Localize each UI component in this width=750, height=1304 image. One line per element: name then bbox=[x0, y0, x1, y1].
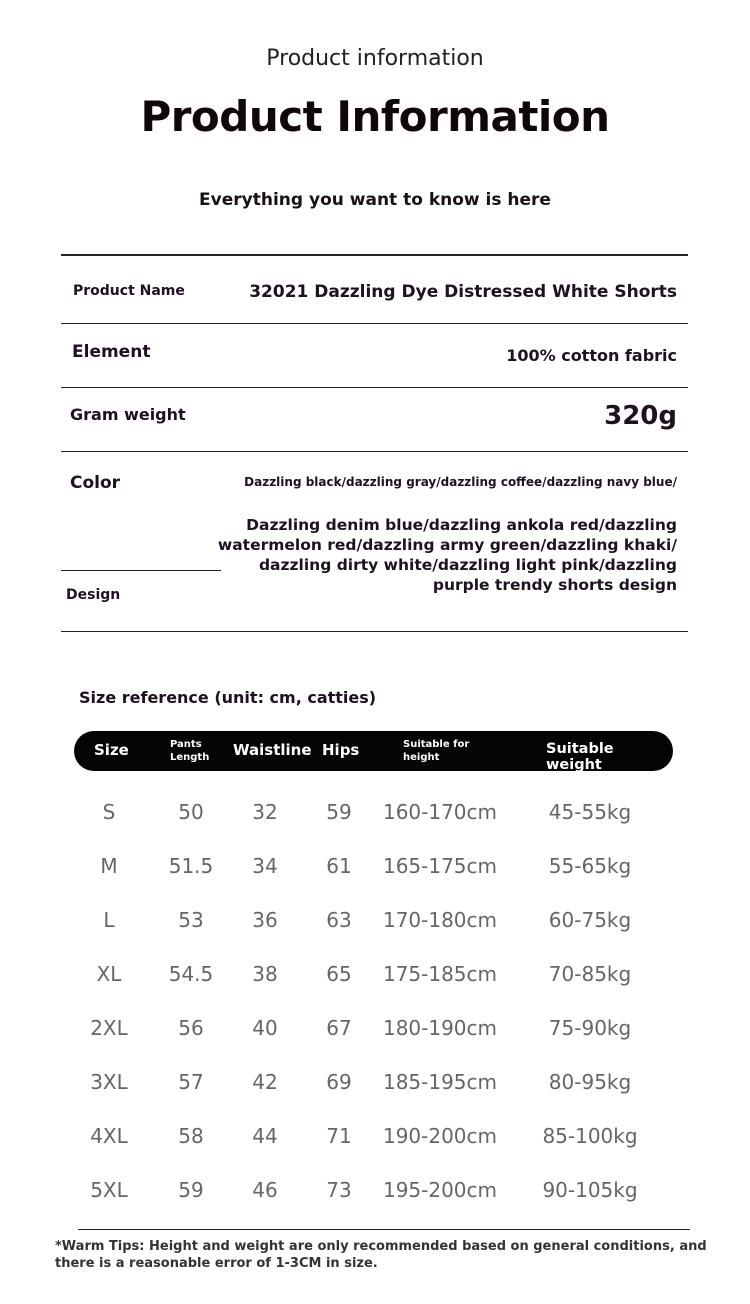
cell-size: XL bbox=[96, 962, 122, 986]
design-line: Dazzling denim blue/dazzling ankola red/dazzling bbox=[246, 516, 677, 534]
cell-pants-length: 51.5 bbox=[168, 854, 214, 878]
size-table-bottom-rule bbox=[78, 1229, 690, 1230]
design-line: dazzling dirty white/dazzling light pink/dazzling bbox=[258, 556, 677, 574]
row-divider bbox=[61, 323, 688, 324]
size-table-header bbox=[74, 731, 673, 771]
design-line: watermelon red/dazzling army green/dazzling khaki/ bbox=[217, 536, 677, 554]
cell-waistline: 32 bbox=[252, 800, 278, 824]
header-size: Size bbox=[94, 741, 129, 759]
product-name-label: Product Name bbox=[73, 283, 185, 299]
gram-weight-value: 320g bbox=[604, 401, 677, 431]
cell-hips: 69 bbox=[326, 1070, 352, 1094]
cell-hips: 67 bbox=[326, 1016, 352, 1040]
tagline: Everything you want to know is here bbox=[199, 190, 551, 210]
design-value bbox=[207, 515, 677, 595]
cell-suitable-weight: 75-90kg bbox=[548, 1016, 632, 1040]
cell-suitable-height: 175-185cm bbox=[382, 962, 498, 986]
page-title: Product Information bbox=[140, 92, 610, 141]
design-line: purple trendy shorts design bbox=[432, 576, 677, 594]
cell-suitable-height: 160-170cm bbox=[382, 800, 498, 824]
row-divider bbox=[61, 387, 688, 388]
product-name-value: 32021 Dazzling Dye Distressed White Shorts bbox=[249, 282, 677, 302]
cell-suitable-height: 190-200cm bbox=[382, 1124, 498, 1148]
size-reference-title: Size reference (unit: cm, catties) bbox=[79, 688, 377, 707]
design-label: Design bbox=[66, 587, 121, 603]
cell-suitable-height: 165-175cm bbox=[382, 854, 498, 878]
cell-waistline: 44 bbox=[252, 1124, 278, 1148]
cell-pants-length: 59 bbox=[178, 1178, 204, 1202]
cell-waistline: 40 bbox=[252, 1016, 278, 1040]
header-pants-length bbox=[170, 738, 209, 764]
header-pants-line: Length bbox=[170, 752, 210, 763]
cell-size: M bbox=[100, 854, 118, 878]
cell-pants-length: 50 bbox=[178, 800, 204, 824]
cell-waistline: 38 bbox=[252, 962, 278, 986]
color-value: Dazzling black/dazzling gray/dazzling coffee/dazzling navy blue/ bbox=[244, 475, 677, 489]
cell-suitable-weight: 80-95kg bbox=[548, 1070, 632, 1094]
cell-hips: 63 bbox=[326, 908, 352, 932]
table-top-rule bbox=[61, 254, 688, 256]
cell-suitable-weight: 45-55kg bbox=[548, 800, 632, 824]
page-subtitle: Product information bbox=[266, 46, 484, 71]
row-divider bbox=[61, 570, 221, 571]
cell-waistline: 42 bbox=[252, 1070, 278, 1094]
gram-weight-label: Gram weight bbox=[70, 405, 186, 424]
element-value: 100% cotton fabric bbox=[506, 346, 677, 365]
cell-size: 5XL bbox=[90, 1178, 128, 1202]
table-bottom-rule bbox=[61, 631, 688, 632]
cell-suitable-weight: 55-65kg bbox=[548, 854, 632, 878]
cell-hips: 61 bbox=[326, 854, 352, 878]
cell-suitable-height: 180-190cm bbox=[382, 1016, 498, 1040]
header-waistline: Waistline bbox=[233, 741, 312, 759]
row-divider bbox=[61, 451, 688, 452]
cell-hips: 59 bbox=[326, 800, 352, 824]
header-height-line: Suitable for bbox=[403, 739, 470, 750]
cell-size: 4XL bbox=[90, 1124, 128, 1148]
header-suitable-height bbox=[403, 738, 469, 764]
cell-suitable-weight: 70-85kg bbox=[548, 962, 632, 986]
cell-waistline: 46 bbox=[252, 1178, 278, 1202]
cell-suitable-height: 185-195cm bbox=[382, 1070, 498, 1094]
cell-pants-length: 58 bbox=[178, 1124, 204, 1148]
cell-pants-length: 57 bbox=[178, 1070, 204, 1094]
cell-suitable-weight: 85-100kg bbox=[542, 1124, 638, 1148]
header-suitable-weight: Suitable weight bbox=[546, 741, 614, 773]
element-label: Element bbox=[72, 342, 151, 362]
color-label: Color bbox=[70, 473, 121, 493]
cell-waistline: 34 bbox=[252, 854, 278, 878]
cell-pants-length: 54.5 bbox=[168, 962, 214, 986]
cell-hips: 65 bbox=[326, 962, 352, 986]
header-pants-line: Pants bbox=[170, 739, 202, 750]
cell-waistline: 36 bbox=[252, 908, 278, 932]
cell-suitable-weight: 90-105kg bbox=[542, 1178, 638, 1202]
cell-suitable-height: 195-200cm bbox=[382, 1178, 498, 1202]
cell-suitable-height: 170-180cm bbox=[382, 908, 498, 932]
cell-pants-length: 56 bbox=[178, 1016, 204, 1040]
cell-hips: 71 bbox=[326, 1124, 352, 1148]
cell-suitable-weight: 60-75kg bbox=[548, 908, 632, 932]
cell-pants-length: 53 bbox=[178, 908, 204, 932]
cell-size: 3XL bbox=[90, 1070, 128, 1094]
cell-hips: 73 bbox=[326, 1178, 352, 1202]
header-height-line: height bbox=[403, 752, 440, 763]
header-hips: Hips bbox=[322, 741, 360, 759]
cell-size: 2XL bbox=[90, 1016, 128, 1040]
cell-size: S bbox=[102, 800, 116, 824]
warm-tips-footnote: *Warm Tips: Height and weight are only recommended based on general conditions, and there is a reasonable error of 1-3CM in size. bbox=[55, 1239, 707, 1271]
cell-size: L bbox=[103, 908, 115, 932]
